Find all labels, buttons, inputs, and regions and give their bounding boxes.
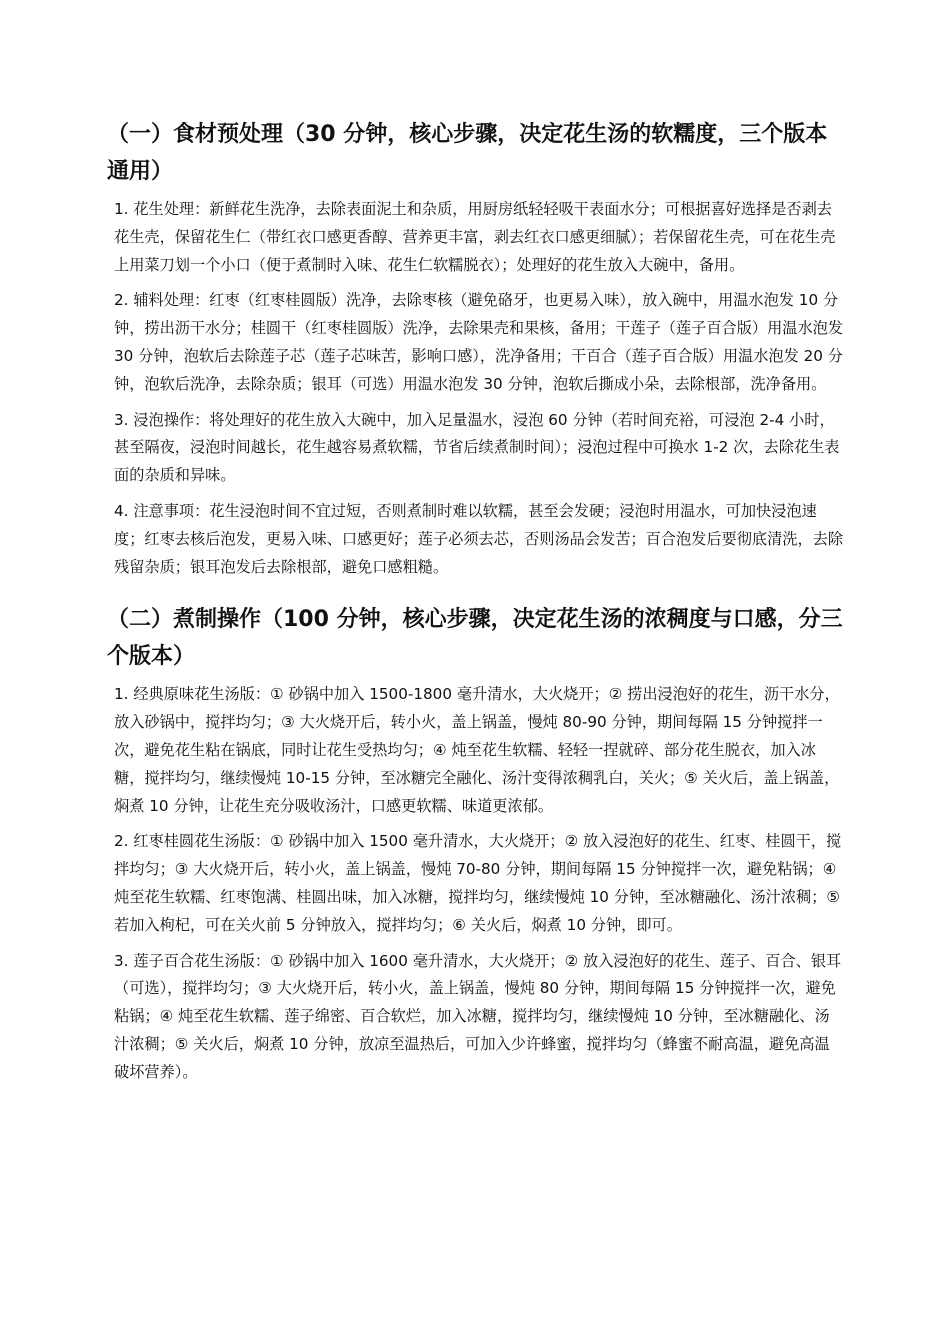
paragraph-peanut-processing: 1. 花生处理：新鲜花生洗净，去除表面泥土和杂质，用厨房纸轻轻吸干表面水分；可根据喜好选择是否剥去花生壳，保留花生仁（带红衣口感更香醇、营养更丰富，剥去红衣口感更细腻）；若保留花生壳，可在花生壳上用菜刀划一个小口（便于煮制时入味、花生仁软糯脱衣）；处理好的花生放入大碗中，备用。: [114, 200, 836, 274]
section-title: （一）食材预处理（30 分钟，核心步骤，决定花生汤的软糯度，三个版本通用）: [107, 122, 828, 184]
section-preprocessing: [107, 116, 844, 581]
paragraph-lotus-lily-version: 3. 莲子百合花生汤版：① 砂锅中加入 1600 毫升清水，大火烧开；② 放入浸泡好的花生、莲子、百合、银耳（可选），搅拌均匀；③ 大火烧开后，转小火，盖上锅盖，慢炖 80 分钟，期间每隔 15 分钟搅拌一次，避免粘锅；④ 炖至花生软糯、莲子绵密、百合软烂，加入冰糖，搅拌均匀，继续慢炖 10 分钟，至冰糖融化、汤汁浓稠；⑤ 关火后，焖煮 10 分钟，放凉至温热后，可加入少许蜂蜜，搅拌均匀（蜂蜜不耐高温，避免高温破坏营养）。: [114, 951, 842, 1081]
paragraph-classic-version: 1. 经典原味花生汤版：① 砂锅中加入 1500-1800 毫升清水，大火烧开；② 捞出浸泡好的花生，沥干水分，放入砂锅中，搅拌均匀；③ 大火烧开后，转小火，盖上锅盖，慢炖 80-90 分钟，期间每隔 15 分钟搅拌一次，避免花生粘在锅底，同时让花生受热均匀；④ 炖至花生软糯、轻轻一捏就碎、部分花生脱衣，加入冰糖，搅拌均匀，继续慢炖 10-15 分钟，至冰糖完全融化、汤汁变得浓稠乳白，关火；⑤ 关火后，盖上锅盖，焖煮 10 分钟，让花生充分吸收汤汁，口感更软糯、味道更浓郁。: [114, 685, 840, 815]
paragraph-jujube-longan-version: 2. 红枣桂圆花生汤版：① 砂锅中加入 1500 毫升清水，大火烧开；② 放入浸泡好的花生、红枣、桂圆干，搅拌均匀；③ 大火烧开后，转小火，盖上锅盖，慢炖 70-80 分钟，期间每隔 15 分钟搅拌一次，避免粘锅；④ 炖至花生软糯、红枣饱满、桂圆出味，加入冰糖，搅拌均匀，继续慢炖 10 分钟，至冰糖融化、汤汁浓稠；⑤ 若加入枸杞，可在关火前 5 分钟放入，搅拌均匀；⑥ 关火后，焖煮 10 分钟，即可。: [114, 832, 842, 934]
section-title: （二）煮制操作（100 分钟，核心步骤，决定花生汤的浓稠度与口感，分三个版本）: [107, 607, 843, 670]
section-cooking: [107, 601, 844, 1086]
paragraph-ingredient-processing: 2. 辅料处理：红枣（红枣桂圆版）洗净，去除枣核（避免硌牙，也更易入味），放入碗中，用温水泡发 10 分钟，捞出沥干水分；桂圆干（红枣桂圆版）洗净，去除果壳和果核，备用；干莲子（莲子百合版）用温水泡发 30 分钟，泡软后去除莲子芯（莲子芯味苦，影响口感），洗净备用；干百合（莲子百合版）用温水泡发 20 分钟，泡软后洗净，去除杂质；银耳（可选）用温水泡发 30 分钟，泡软后撕成小朵，去除根部，洗净备用。: [114, 291, 843, 393]
document-page: [107, 116, 844, 1095]
paragraph-notes: 4. 注意事项：花生浸泡时间不宜过短，否则煮制时难以软糯，甚至会发硬；浸泡时用温水，可加快浸泡速度；红枣去核后泡发，更易入味、口感更好；莲子必须去芯，否则汤品会发苦；百合泡发后要彻底清洗，去除残留杂质；银耳泡发后去除根部，避免口感粗糙。: [114, 501, 843, 576]
paragraph-soaking: 3. 浸泡操作：将处理好的花生放入大碗中，加入足量温水，浸泡 60 分钟（若时间充裕，可浸泡 2-4 小时，甚至隔夜，浸泡时间越长，花生越容易煮软糯，节省后续煮制时间）；浸泡过程中可换水 1-2 次，去除花生表面的杂质和异味。: [114, 410, 840, 485]
